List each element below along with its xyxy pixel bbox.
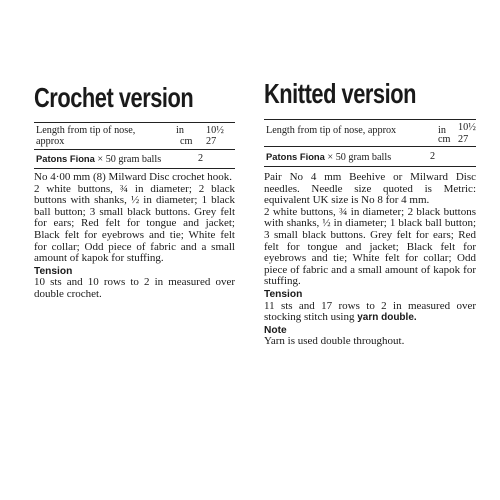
- knitted-yarn-brand: Patons Fiona: [266, 151, 325, 162]
- knitted-unit-cm: cm: [438, 134, 451, 145]
- knitted-title: Knitted version: [264, 78, 416, 109]
- crochet-yarn-desc: × 50 gram balls: [97, 154, 162, 165]
- crochet-unit-cm: cm: [180, 136, 193, 147]
- knitted-tension-text: 11 sts and 17 rows to 2 in measured over stocking stitch using: [264, 299, 476, 324]
- crochet-yarn-rule: [34, 168, 235, 169]
- crochet-length-approx: approx: [36, 136, 65, 147]
- knitted-note-text: Yarn is used double throughout.: [264, 335, 405, 348]
- knitted-yarn-qty: 2: [430, 151, 436, 162]
- crochet-notions: 2 white buttons, ¾ in diameter; 2 black buttons with shanks, ½ in diameter; 1 black ball button; 3 small black buttons. Grey felt for ears; Red felt for tongue and jacket; Black felt for eyebrows and tie; White felt for collar; Odd piece of fabric and a small amount of kapok for stuffing.: [34, 182, 235, 265]
- crochet-size-table: [34, 122, 235, 150]
- knitted-needles: Pair No 4 mm Beehive or Milward Disc needles. Needle size quoted is Metric: equivalent UK size is No 8 for 4 mm.: [264, 171, 476, 207]
- crochet-yarn-line: [36, 153, 235, 166]
- crochet-tension-text: 10 sts and 10 rows to 2 in measured over double crochet.: [34, 276, 235, 300]
- crochet-tension-heading: Tension: [34, 265, 73, 277]
- knitted-notions: 2 white buttons, ¾ in diameter; 2 black buttons with shanks, ½ in diameter; 1 black ball button; 3 small black buttons. Grey felt for ears; Red felt for tongue and jacket; Black felt for eyebrows and tie; White felt for collar; Odd piece of fabric and a small amount of kapok for stuffing.: [264, 205, 476, 288]
- knitted-length-label: Length from tip of nose, approx: [266, 125, 397, 136]
- crochet-length-cm: 27: [206, 136, 217, 147]
- crochet-yarn-brand: Patons Fiona: [36, 153, 95, 164]
- knitted-note-heading: Note: [264, 324, 287, 336]
- crochet-length-in: 10½: [206, 125, 224, 136]
- knitted-body: [264, 172, 476, 348]
- crochet-yarn-qty: 2: [198, 153, 204, 164]
- crochet-hook: No 4·00 mm (8) Milward Disc crochet hook.: [34, 171, 232, 183]
- crochet-body: [34, 172, 235, 301]
- knitted-unit-in: in: [438, 125, 446, 136]
- knitted-size-table: [264, 119, 476, 147]
- knitted-yarn-rule: [264, 166, 476, 167]
- crochet-title: Crochet version: [34, 82, 194, 113]
- knitted-yarn-line: [266, 151, 476, 164]
- crochet-unit-in: in: [176, 125, 184, 136]
- crochet-length-label: Length from tip of nose,: [36, 125, 136, 136]
- knitted-yarn-desc: × 50 gram balls: [327, 152, 392, 163]
- knitted-tension: [264, 301, 476, 324]
- knitted-length-cm: 27: [458, 134, 469, 145]
- knitted-tension-yarn-double: yarn double.: [357, 312, 417, 324]
- knitted-tension-heading: Tension: [264, 288, 303, 300]
- knitted-length-in: 10½: [458, 122, 476, 133]
